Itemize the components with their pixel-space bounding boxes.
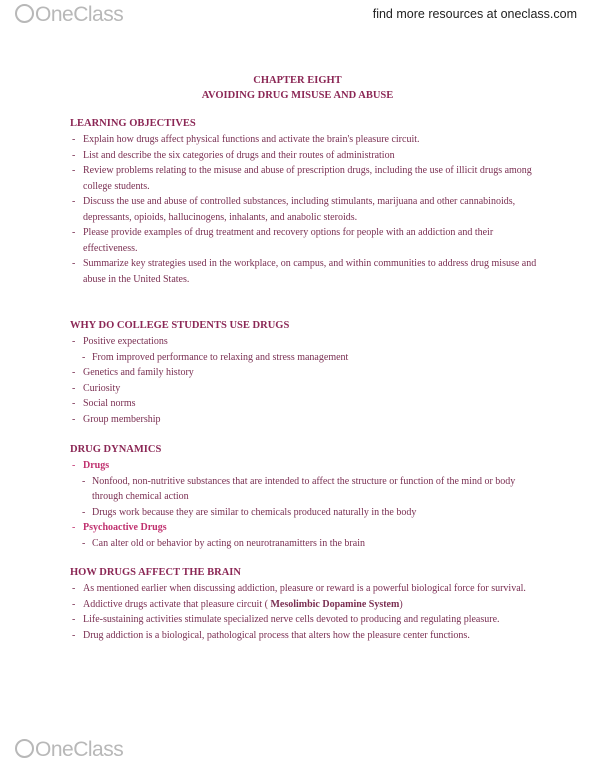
term-item: - Psychoactive Drugs [70, 520, 540, 536]
list-item: - Social norms [70, 396, 540, 412]
why-students-section [70, 320, 540, 427]
list-item: - Drug addiction is a biological, pathological process that alters how the pleasure center functions. [70, 628, 540, 644]
why-students-list [70, 334, 540, 427]
sub-list-item: - From improved performance to relaxing and stress management [70, 350, 540, 366]
chapter-title: CHAPTER EIGHT [253, 75, 342, 86]
why-students-heading: WHY DO COLLEGE STUDENTS USE DRUGS [70, 320, 290, 331]
list-item: - Discuss the use and abuse of controlled substances, including stimulants, marijuana and other cannabinoids, depressants, opioids, hallucinogens, inhalants, and anabolic steroids. [70, 194, 540, 225]
list-item: - Review problems relating to the misuse and abuse of prescription drugs, including the use of illicit drugs among college students. [70, 163, 540, 194]
sub-list-item: - Can alter old or behavior by acting on neurotranamitters in the brain [70, 536, 540, 552]
list-item: - List and describe the six categories of drugs and their routes of administration [70, 148, 540, 164]
list-item: - Explain how drugs affect physical functions and activate the brain's pleasure circuit. [70, 132, 540, 148]
list-item: - Summarize key strategies used in the workplace, on campus, and within communities to address drug misuse and abuse in the United States. [70, 256, 540, 287]
drug-dynamics-list [70, 458, 540, 551]
resources-link[interactable]: find more resources at oneclass.com [372, 7, 577, 21]
list-item: - As mentioned earlier when discussing addiction, pleasure or reward is a powerful biological force for survival. [70, 581, 540, 597]
term-item: - Drugs [70, 458, 540, 474]
list-item-text: ) [399, 598, 403, 610]
logo-ring-icon [15, 739, 34, 758]
list-item [70, 597, 540, 613]
list-item: - Life-sustaining activities stimulate specialized nerve cells devoted to producing and regulating pleasure. [70, 612, 540, 628]
brain-list [70, 581, 540, 643]
learning-objectives-heading: LEARNING OBJECTIVES [70, 118, 196, 129]
oneclass-logo-footer [15, 738, 123, 762]
learning-objectives-section [70, 118, 540, 287]
brain-section [70, 567, 540, 643]
oneclass-logo [15, 3, 123, 27]
list-item: - Genetics and family history [70, 365, 540, 381]
brain-heading: HOW DRUGS AFFECT THE BRAIN [70, 567, 241, 578]
logo-ring-icon [15, 4, 34, 23]
bold-term: Mesolimbic Dopamine System [270, 598, 400, 610]
drug-dynamics-section [70, 444, 540, 551]
logo-text: OneClass [35, 3, 124, 26]
drug-dynamics-heading: DRUG DYNAMICS [70, 444, 162, 455]
list-item: - Group membership [70, 412, 540, 428]
list-item: - Please provide examples of drug treatment and recovery options for people with an addiction and their effectiveness. [70, 225, 540, 256]
sub-list-item: - Nonfood, non-nutritive substances that are intended to affect the structure or function of the mind or body through chemical action [70, 474, 540, 505]
chapter-subtitle: AVOIDING DRUG MISUSE AND ABUSE [201, 90, 394, 101]
list-item: - Curiosity [70, 381, 540, 397]
sub-list-item: - Drugs work because they are similar to chemicals produced naturally in the body [70, 505, 540, 521]
list-item: - Positive expectations [70, 334, 540, 350]
list-item-text: Addictive drugs activate that pleasure circuit ( [83, 598, 271, 610]
logo-text: OneClass [35, 738, 124, 761]
learning-objectives-list [70, 132, 540, 287]
